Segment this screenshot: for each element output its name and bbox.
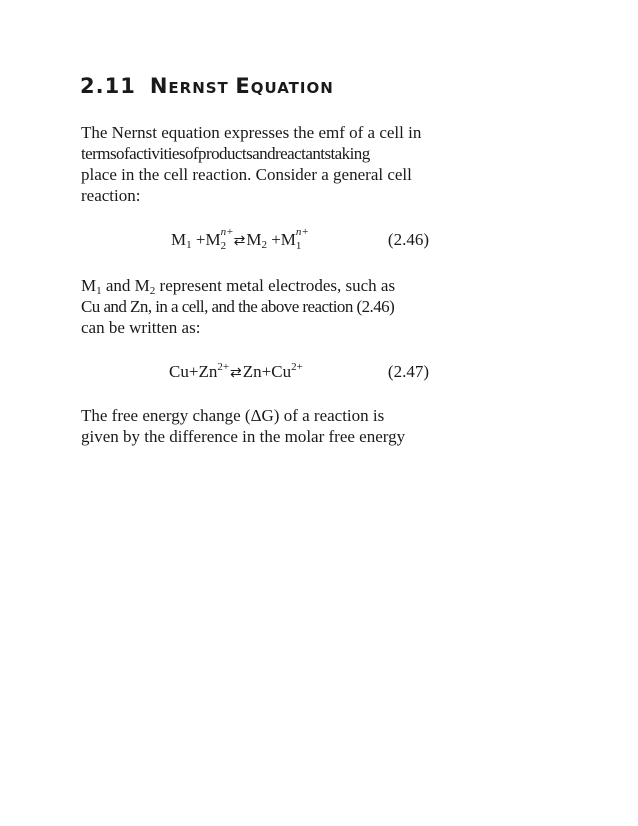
paragraph-line: reaction: <box>81 186 141 205</box>
paragraph-line: termsofactivitiesofproductsandreactantstaking <box>81 144 370 163</box>
paragraph-line: The free energy change (ΔG) of a reaction is <box>81 406 385 425</box>
equation-expression: $Cu+Zn^{2+}⇄Zn+Cu^{2+}$ <box>169 361 303 381</box>
equation-expression: $M_1 +M$ n+ 2 $⇄M_2 +M$ n+ 1 <box>171 226 309 252</box>
equation-2-47 <box>81 362 431 386</box>
section-heading <box>80 74 334 98</box>
heading-word-equation: QUATION <box>250 79 334 97</box>
heading-initial-e: E <box>235 74 251 98</box>
paragraph-line: The Nernst equation expresses the emf of a cell in <box>81 123 422 142</box>
equation-number: (2.46) <box>387 230 429 249</box>
paragraph-line: Cu and Zn, in a cell, and the above reaction (2.46) <box>81 297 395 316</box>
paragraph-intro <box>81 122 431 206</box>
equation-2-46 <box>81 226 431 254</box>
equation-number: (2.47) <box>387 362 429 381</box>
paragraph-free-energy <box>81 405 431 447</box>
paragraph-line: given by the difference in the molar free energy <box>81 427 406 446</box>
paragraph-line: place in the cell reaction. Consider a general cell <box>81 165 412 184</box>
heading-word-nernst: ERNST <box>168 79 229 97</box>
section-number: 2.11 <box>80 74 136 98</box>
paragraph-line: can be written as: <box>81 318 201 337</box>
paragraph-line: $M_1$ and $M_2$ represent metal electrodes, such as <box>81 276 396 297</box>
heading-initial-n: N <box>149 74 169 98</box>
paragraph-electrodes <box>81 275 431 338</box>
